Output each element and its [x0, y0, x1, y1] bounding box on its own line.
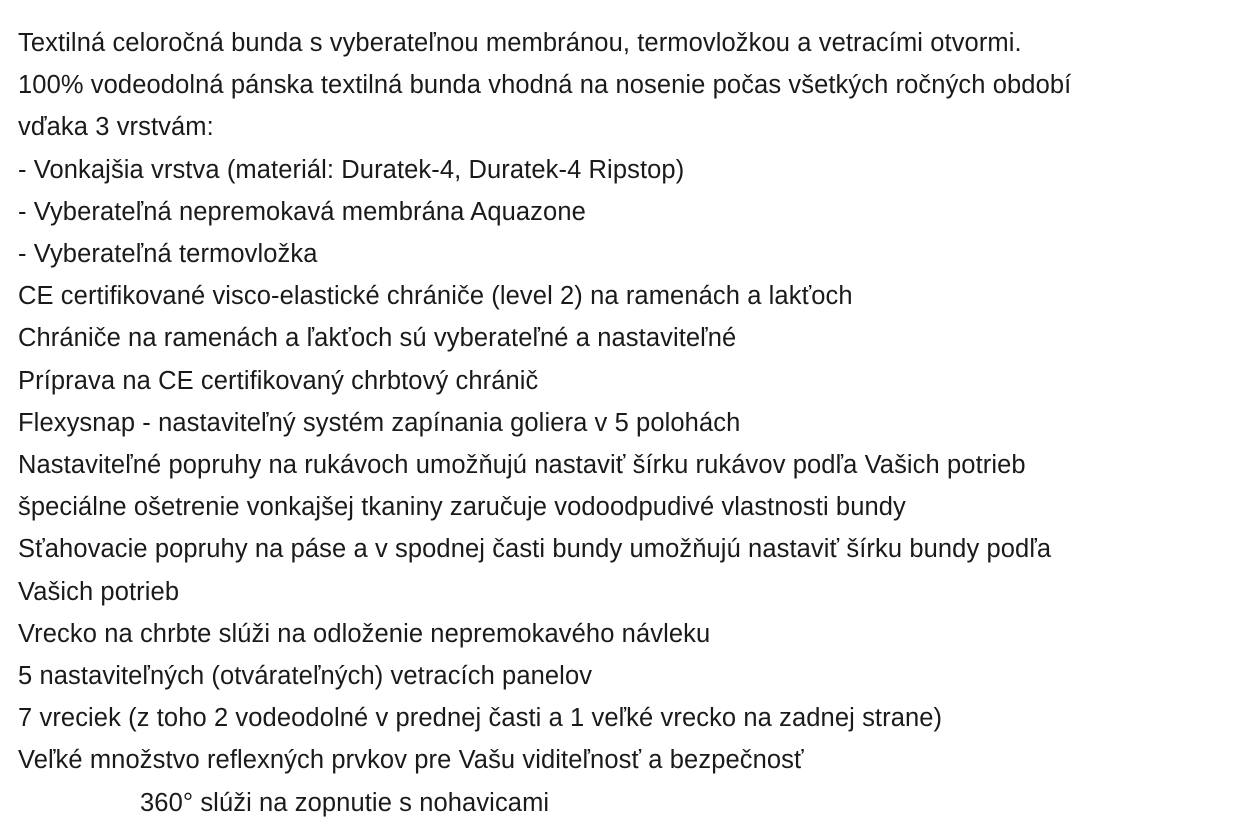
description-line-list — [18, 22, 1228, 824]
description-line: - Vyberateľná nepremokavá membrána Aquazone — [18, 197, 586, 226]
description-line: 7 vreciek (z toho 2 vodeodolné v prednej časti a 1 veľké vrecko na zadnej strane) — [18, 704, 943, 733]
description-line: Textilná celoročná bunda s vyberateľnou membránou, termovložkou a vetracími otvormi. — [18, 29, 1022, 57]
description-line: 100% vodeodolná pánska textilná bunda vhodná na nosenie počas všetkých ročných období — [18, 71, 1072, 100]
description-line: - Vonkajšia vrstva (materiál: Duratek-4, Duratek-4 Ripstop) — [18, 155, 685, 184]
description-line: Vašich potrieb — [18, 577, 180, 606]
description-line: CE certifikované visco-elastické chrániče (level 2) na ramenách a lakťoch — [18, 282, 853, 311]
description-line: Vrecko na chrbte slúži na odloženie nepremokavého návleku — [18, 619, 711, 648]
description-line: vďaka 3 vrstvám: — [18, 113, 214, 142]
description-line: Sťahovacie popruhy na páse a v spodnej časti bundy umožňujú nastaviť šírku bundy podľa — [18, 535, 1052, 564]
description-line: Veľké množstvo reflexných prvkov pre Vašu viditeľnosť a bezpečnosť — [18, 746, 804, 775]
description-line: Chrániče na ramenách a ľakťoch sú vyberateľné a nastaviteľné — [18, 324, 737, 353]
description-line: - Vyberateľná termovložka — [18, 240, 318, 269]
description-line: Príprava na CE certifikovaný chrbtový chránič — [18, 366, 539, 395]
description-line: Flexysnap - nastaviteľný systém zapínania goliera v 5 polohách — [18, 408, 741, 437]
description-line: 5 nastaviteľných (otvárateľných) vetracích panelov — [18, 662, 593, 691]
description-line: Nastaviteľné popruhy na rukávoch umožňujú nastaviť šírku rukávov podľa Vašich potrieb — [18, 451, 1026, 480]
description-line: špeciálne ošetrenie vonkajšej tkaniny zaručuje vodoodpudivé vlastnosti bundy — [18, 493, 906, 522]
description-line: 360° slúži na zopnutie s nohavicami — [140, 788, 550, 817]
